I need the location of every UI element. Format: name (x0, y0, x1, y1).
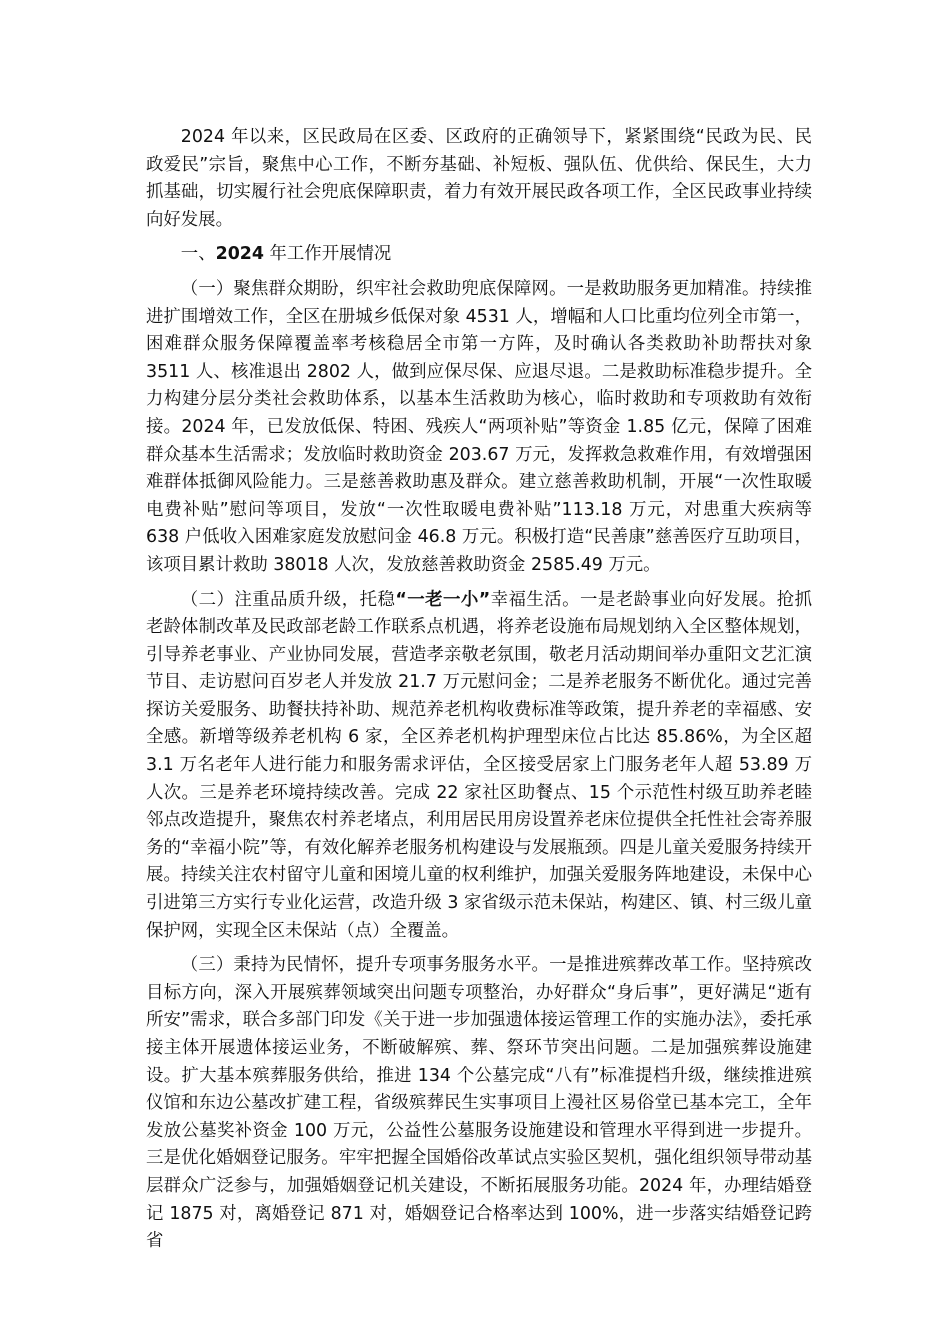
section-heading (146, 241, 812, 269)
paragraph-special-affairs: （三）秉持为民情怀，提升专项事务服务水平。一是推进殡葬改革工作。坚持殡改目标方向，深入开展殡葬领域突出问题专项整治，办好群众“身后事”，更好满足“逝有所安”需求，联合多部门印发《关于进一步加强遗体接运管理工作的实施办法》，委托承接主体开展遗体接运业务，不断破解殡、葬、祭环节突出问题。二是加强殡葬设施建设。扩大基本殡葬服务供给，推进 134 个公墓完成“八有”标准提档升级，继续推进殡仪馆和东边公墓改扩建工程，省级殡葬民生实事项目上漫社区易俗堂已基本完工，全年发放公墓奖补资金 100 万元，公益性公墓服务设施建设和管理水平得到进一步提升。三是优化婚姻登记服务。牢牢把握全国婚俗改革试点实验区契机，强化组织领导带动基层群众广泛参与，加强婚姻登记机关建设，不断拓展服务功能。2024 年，办理结婚登记 1875 对，离婚登记 871 对，婚姻登记合格率达到 100%，进一步落实结婚登记跨省 (146, 955, 812, 1252)
paragraph-elderly-children (146, 587, 812, 946)
intro-paragraph: 2024 年以来，区民政局在区委、区政府的正确领导下，紧紧围绕“民政为民、民政爱民”宗旨，聚焦中心工作，不断夯基础、补短板、强队伍、优供给、保民生，大力抓基础，切实履行社会兜底保障职责，着力有效开展民政各项工作，全区民政事业持续向好发展。 (146, 127, 812, 230)
document-page (146, 124, 812, 1256)
section-heading-suffix: 年工作开展情况 (264, 244, 392, 265)
paragraph-elderly-children-lead: （二）注重品质升级，托稳 (180, 589, 396, 610)
section-heading-prefix: 一、 (180, 244, 216, 265)
paragraph-social-assistance: （一）聚焦群众期盼，织牢社会救助兜底保障网。一是救助服务更加精准。持续推进扩围增效工作，全区在册城乡低保对象 4531 人，增幅和人口比重均位列全市第一，困难群众服务保障覆盖率考核稳居全市第一方阵，及时确认各类救助补助帮扶对象 3511 人、核准退出 2802 人，做到应保尽保、应退尽退。二是救助标准稳步提升。全力构建分层分类社会救助体系，以基本生活救助为核心，临时救助和专项救助有效衔接。2024 年，已发放低保、特困、残疾人“两项补贴”等资金 1.85 亿元，保障了困难群众基本生活需求；发放临时救助资金 203.67 万元，发挥救急救难作用，有效增强困难群体抵御风险能力。三是慈善救助惠及群众。建立慈善救助机制，开展“一次性取暖电费补贴”慰问等项目，发放“一次性取暖电费补贴”113.18 万元，对患重大疾病等 638 户低收入困难家庭发放慰问金 46.8 万元。积极打造“民善康”慈善医疗互助项目，该项目累计救助 38018 人次，发放慈善救助资金 2585.49 万元。 (146, 278, 812, 575)
paragraph-elderly-children-rest: 幸福生活。一是老龄事业向好发展。抢抓老龄体制改革及民政部老龄工作联系点机遇，将养老设施布局规划纳入全区整体规划，引导养老事业、产业协同发展，营造孝亲敬老氛围，敬老月活动期间举办重阳文艺汇演节目、走访慰问百岁老人并发放 21.7 万元慰问金；二是养老服务不断优化。通过完善探访关爱服务、助餐扶持补助、规范养老机构收费标准等政策，提升养老的幸福感、安全感。新增等级养老机构 6 家，全区养老机构护理型床位占比达 85.86%，为全区超 3.1 万名老年人进行能力和服务需求评估，全区接受居家上门服务老年人超 53.89 万人次。三是养老环境持续改善。完成 22 家社区助餐点、15 个示范性村级互助养老睦邻点改造提升，聚焦农村养老堵点，利用居民用房设置养老床位提供全托性社会寄养服务的“幸福小院”等，有效化解养老服务机构建设与发展瓶颈。四是儿童关爱服务持续开展。持续关注农村留守儿童和困境儿童的权利维护，加强关爱服务阵地建设，未保中心引进第三方实行专业化运营，改造升级 3 家省级示范未保站，构建区、镇、村三级儿童保护网，实现全区未保站（点）全覆盖。 (146, 589, 812, 941)
paragraph-elderly-children-bold: “一老一小” (395, 589, 491, 610)
section-heading-year: 2024 (215, 244, 264, 265)
